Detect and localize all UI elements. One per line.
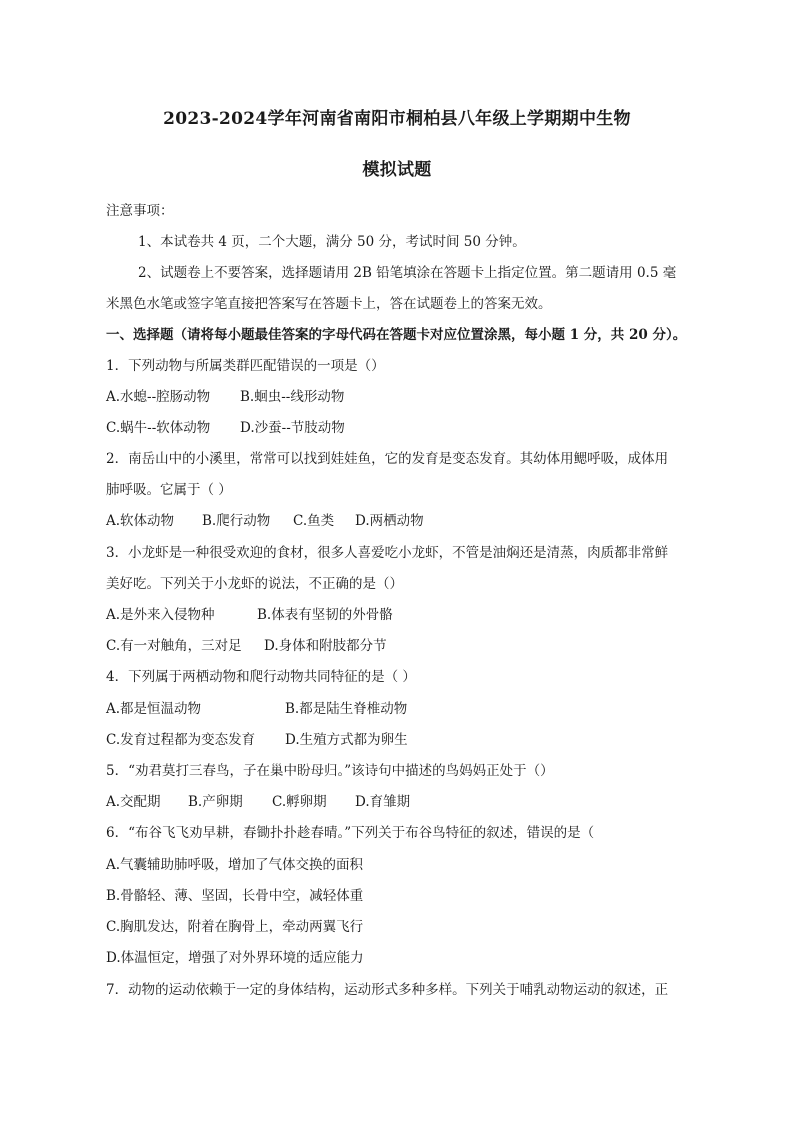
question-3-options-row-2 xyxy=(106,637,387,655)
question-1-options-row-1 xyxy=(106,388,344,406)
section-1-heading: 一、选择题（请将每小题最佳答案的字母代码在答题卡对应位置涂黑，每小题 1 分，共 20 分）。 xyxy=(106,327,687,343)
question-4-options-row-1 xyxy=(106,700,407,718)
option-a: A.水螅--腔肠动物 xyxy=(106,389,211,405)
option-c: C.蜗牛--软体动物 xyxy=(106,420,211,436)
question-3-options-row-1 xyxy=(106,606,393,624)
question-2-options-row-1 xyxy=(106,512,424,530)
question-5-options-row-1 xyxy=(106,793,410,811)
question-2-stem-line-2: 肺呼吸。它属于（ ） xyxy=(106,482,232,498)
exam-title-line-1: 2023-2024学年河南省南阳市桐柏县八年级上学期期中生物 xyxy=(163,109,631,129)
option-b: B.都是陆生脊椎动物 xyxy=(285,701,408,717)
option-d: D.育雏期 xyxy=(355,794,411,810)
option-a: A.交配期 xyxy=(106,794,161,810)
question-1-stem: 1．下列动物与所属类群匹配错误的一项是（） xyxy=(106,358,385,374)
question-4-options-row-2 xyxy=(106,731,408,749)
option-a: A.软体动物 xyxy=(106,513,175,529)
option-d: D.两栖动物 xyxy=(355,513,424,529)
notice-item-2-line-1: 2、试题卷上不要答案，选择题请用 2B 铅笔填涂在答题卡上指定位置。第二题请用 0.5 毫 xyxy=(138,265,677,281)
question-3-stem-line-1: 3．小龙虾是一种很受欢迎的食材，很多人喜爱吃小龙虾，不管是油焖还是清蒸，肉质都非常鲜 xyxy=(106,545,669,561)
notice-item-1: 1、本试卷共 4 页，二个大题，满分 50 分，考试时间 50 分钟。 xyxy=(138,234,526,250)
option-d: D.沙蚕--节肢动物 xyxy=(240,420,345,436)
notice-item-2-line-2: 米黑色水笔或签字笔直接把答案写在答题卡上，答在试题卷上的答案无效。 xyxy=(106,296,552,312)
exam-title-line-2: 模拟试题 xyxy=(362,160,432,180)
question-5-stem: 5．“劝君莫打三春鸟，子在巢中盼母归。”该诗句中描述的鸟妈妈正处于（） xyxy=(106,763,554,779)
question-1-options-row-2 xyxy=(106,419,345,437)
option-b: B.骨骼轻、薄、坚固，长骨中空，减轻体重 xyxy=(106,888,364,904)
option-c: C.孵卵期 xyxy=(272,794,327,810)
option-c: C.胸肌发达，附着在胸骨上，牵动两翼飞行 xyxy=(106,919,364,935)
question-7-stem: 7．动物的运动依赖于一定的身体结构，运动形式多种多样。下列关于哺乳动物运动的叙述，正 xyxy=(106,982,669,998)
option-b: B.体表有坚韧的外骨骼 xyxy=(257,607,393,623)
option-b: B.蛔虫--线形动物 xyxy=(240,389,345,405)
option-d: D.身体和附肢都分节 xyxy=(264,638,387,654)
option-a: A.是外来入侵物种 xyxy=(106,607,215,623)
option-c: C.鱼类 xyxy=(293,513,335,529)
option-b: B.产卵期 xyxy=(188,794,243,810)
option-d: D.体温恒定，增强了对外界环境的适应能力 xyxy=(106,950,364,966)
question-6-stem: 6．“布谷飞飞劝早耕，春锄扑扑趁春晴。”下列关于布谷鸟特征的叙述，错误的是（ xyxy=(106,825,595,841)
option-b: B.爬行动物 xyxy=(202,513,271,529)
option-c: C.有一对触角，三对足 xyxy=(106,638,242,654)
question-2-stem-line-1: 2．南岳山中的小溪里，常常可以找到娃娃鱼，它的发育是变态发育。其幼体用鳃呼吸，成体用 xyxy=(106,451,669,467)
question-4-stem: 4．下列属于两栖动物和爬行动物共同特征的是（ ） xyxy=(106,669,416,685)
question-3-stem-line-2: 美好吃。下列关于小龙虾的说法，不正确的是（） xyxy=(106,576,403,592)
option-a: A.都是恒温动物 xyxy=(106,701,202,717)
option-c: C.发育过程都为变态发育 xyxy=(106,732,256,748)
notice-heading: 注意事项： xyxy=(106,203,174,219)
option-d: D.生殖方式都为卵生 xyxy=(285,732,408,748)
option-a: A.气囊辅助肺呼吸，增加了气体交换的面积 xyxy=(106,857,364,873)
